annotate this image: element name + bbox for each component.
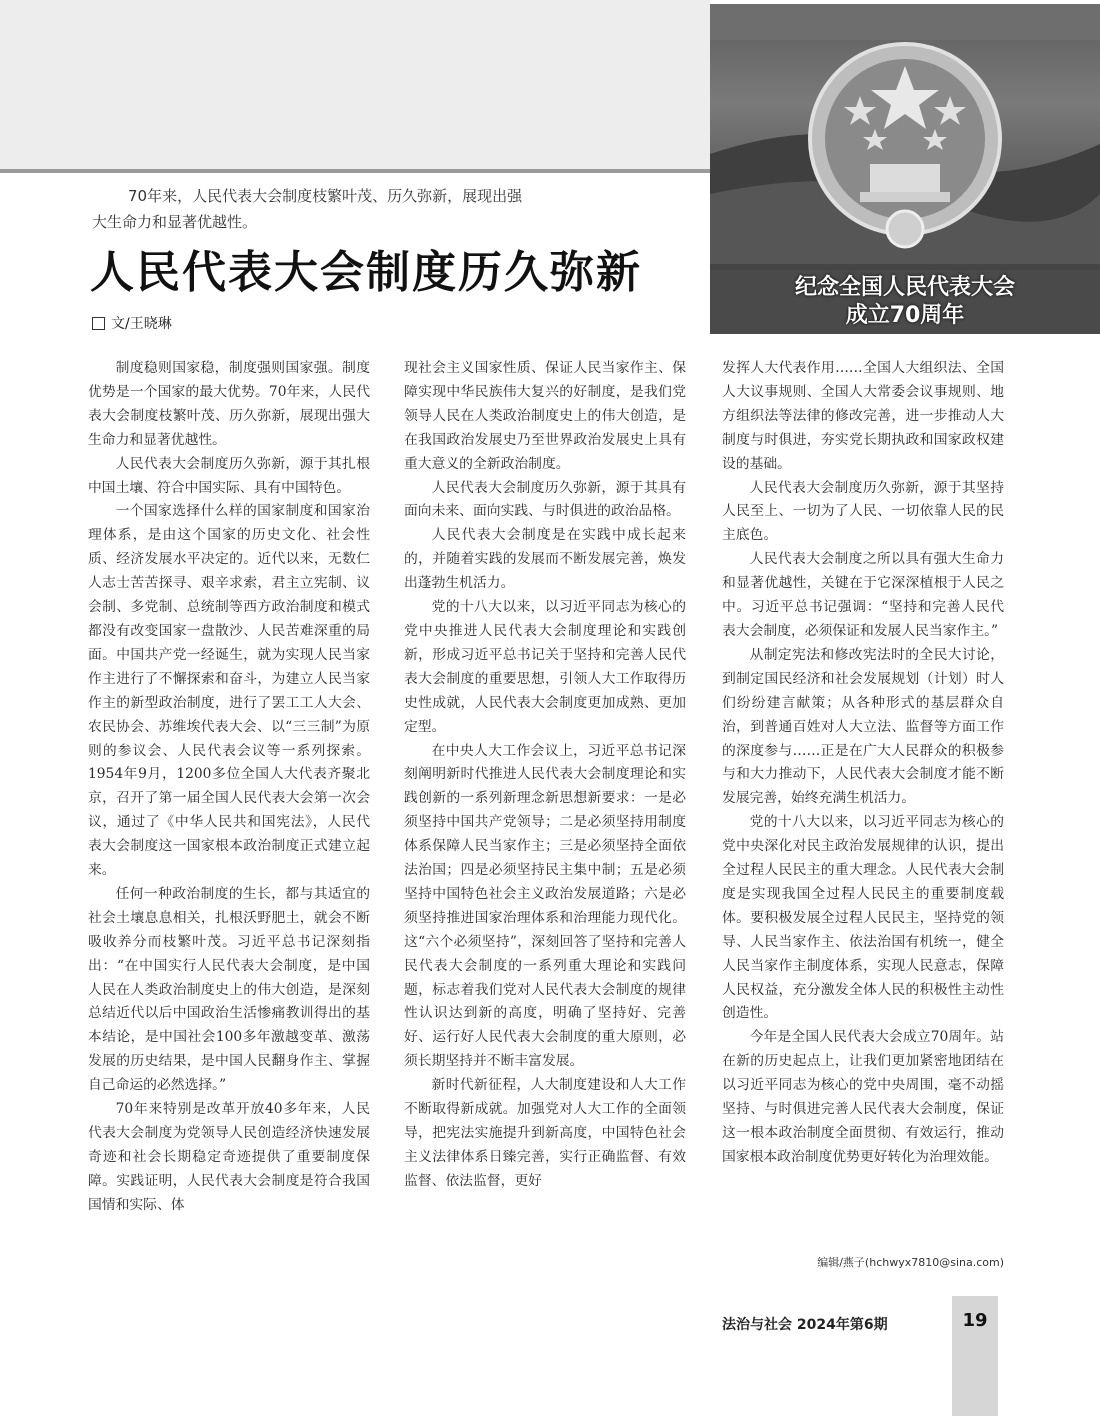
square-bullet-icon: [92, 317, 105, 330]
paragraph: 新时代新征程，人大制度建设和人大工作不断取得新成就。加强党对人大工作的全面领导，把宪法实施提升到新高度，中国特色社会主义法律体系日臻完善，实行正确监督、有效监督、依法监督，更好: [404, 1077, 686, 1189]
photo-caption: [710, 270, 1100, 334]
paragraph: 党的十八大以来，以习近平同志为核心的党中央推进人民代表大会制度理论和实践创新，形成习近平总书记关于坚持和完善人民代表大会制度的重要思想，引领人大工作取得历史性成就，人民代表大会制度更加成熟、更加定型。: [404, 599, 686, 735]
paragraph: 从制定宪法和修改宪法时的全民大讨论，到制定国民经济和社会发展规划（计划）时人们纷纷建言献策；从各种形式的基层群众自治，到普通百姓对人大立法、监督等方面工作的深度参与……正是在广大人民群众的积极参与和大力推动下，人民代表大会制度才能不断发展完善，始终充满生机活力。: [722, 646, 1004, 807]
editor-credit: 编辑/燕子(hchwyx7810@sina.com): [817, 1256, 1004, 1269]
paragraph: 在中央人大工作会议上，习近平总书记深刻阐明新时代推进人民代表大会制度理论和实践创新的一系列新理念新思想新要求：一是必须坚持中国共产党领导；二是必须坚持用制度体系保障人民当家作主；三是必须坚持全面依法治国；四是必须坚持民主集中制；五是必须坚持中国特色社会主义政治发展道路；六是必须坚持推进国家治理体系和治理能力现代化。这“六个必须坚持”，深刻回答了坚持和完善人民代表大会制度的一系列重大理论和实践问题，标志着我们党对人民代表大会制度的规律性认识达到新的高度，明确了坚持好、完善好、运行好人民代表大会制度的重大原则，必须长期坚持并不断丰富发展。: [404, 742, 686, 1070]
page-number: 19: [962, 1310, 988, 1331]
paragraph: 人民代表大会制度历久弥新，源于其扎根中国土壤、符合中国实际、具有中国特色。: [88, 455, 370, 496]
lead-line-1: 70年来，人民代表大会制度枝繁叶茂、历久弥新，展现出强: [128, 187, 523, 205]
paragraph: 70年来特别是改革开放40多年来，人民代表大会制度为党领导人民创造经济快速发展奇迹和社会长期稳定奇迹提供了重要制度保障。实践证明，人民代表大会制度是符合我国国情和实际、体: [88, 1101, 370, 1213]
paragraph: 任何一种政治制度的生长，都与其适宜的社会土壤息息相关，扎根沃野肥土，就会不断吸收养分而枝繁叶茂。习近平总书记深刻指出：“在中国实行人民代表大会制度，是中国人民在人类政治制度史上的伟大创造，是深刻总结近代以后中国政治生活惨痛教训得出的基本结论，是中国社会100多年激越变革、激荡发展的历史结果，是中国人民翻身作主、掌握自己命运的必然选择。”: [88, 885, 370, 1094]
article-title: 人民代表大会制度历久弥新: [90, 247, 642, 298]
header-rule: [0, 169, 710, 173]
paragraph: 发挥人大代表作用……全国人大组织法、全国人大议事规则、全国人大常委会议事规则、地方组织法等法律的修改完善，进一步推动人大制度与时俱进，夯实党长期执政和国家政权建设的基础。: [722, 360, 1004, 472]
byline: [92, 313, 172, 333]
lead-paragraph: [92, 183, 612, 235]
paragraph: 现社会主义国家性质、保证人民当家作主、保障实现中华民族伟大复兴的好制度，是我们党领导人民在人类政治制度史上的伟大创造，是在我国政治发展史乃至世界政治发展史上具有重大意义的全新政治制度。: [404, 360, 686, 472]
header-band: [0, 0, 710, 170]
paragraph: 人民代表大会制度是在实践中成长起来的，并随着实践的发展而不断发展完善，焕发出蓬勃生机活力。: [404, 527, 686, 592]
paragraph: 一个国家选择什么样的国家制度和国家治理体系，是由这个国家的历史文化、社会性质、经济发展水平决定的。近代以来，无数仁人志士苦苦探寻、艰辛求索，君主立宪制、议会制、多党制、总统制等西方政治制度和模式都没有改变国家一盘散沙、人民苦难深重的局面。中国共产党一经诞生，就为实现人民当家作主进行了不懈探索和奋斗，为建立人民当家作主的新型政治制度，进行了罢工工人大会、农民协会、苏维埃代表大会、以“三三制”为原则的参议会、人民代表会议等一系列探索。1954年9月，1200多位全国人大代表齐聚北京，召开了第一届全国人民代表大会第一次会议，通过了《中华人民共和国宪法》，人民代表大会制度这一国家根本政治制度正式建立起来。: [88, 503, 370, 879]
column-1: [88, 357, 370, 1218]
lead-line-2: 大生命力和显著优越性。: [92, 213, 258, 231]
author: 文/王晓琳: [111, 316, 172, 332]
column-2: [404, 357, 686, 1194]
column-3: [722, 357, 1004, 1170]
paragraph: 人民代表大会制度历久弥新，源于其具有面向未来、面向实践、与时俱进的政治品格。: [404, 479, 686, 520]
photo-caption-line-2: 成立70周年: [845, 303, 965, 328]
paragraph: 今年是全国人民代表大会成立70周年。站在新的历史起点上，让我们更加紧密地团结在以习近平同志为核心的党中央周围，毫不动摇坚持、与时俱进完善人民代表大会制度，保证这一根本政治制度全面贯彻、有效运行，推动国家根本政治制度优势更好转化为治理效能。: [722, 1029, 1004, 1165]
paragraph: 人民代表大会制度历久弥新，源于其坚持人民至上、一切为了人民、一切依靠人民的民主底色。: [722, 479, 1004, 544]
magazine-issue: 法治与社会 2024年第6期: [722, 1317, 888, 1333]
paragraph: 人民代表大会制度之所以具有强大生命力和显著优越性，关键在于它深深植根于人民之中。习近平总书记强调：“坚持和完善人民代表大会制度，必须保证和发展人民当家作主。”: [722, 551, 1004, 639]
paragraph: 党的十八大以来，以习近平同志为核心的党中央深化对民主政治发展规律的认识，提出全过程人民民主的重大理念。人民代表大会制度是实现我国全过程人民民主的重要制度载体。要积极发展全过程人民民主，坚持党的领导、人民当家作主、依法治国有机统一，健全人民当家作主制度体系，实现人民意志，保障人民权益，充分激发全体人民的积极性主动性创造性。: [722, 814, 1004, 1022]
commemorative-photo: [710, 4, 1100, 334]
photo-caption-line-1: 纪念全国人民代表大会: [794, 275, 1015, 300]
paragraph: 制度稳则国家稳，制度强则国家强。制度优势是一个国家的最大优势。70年来，人民代表大会制度枝繁叶茂、历久弥新，展现出强大生命力和显著优越性。: [88, 360, 370, 448]
